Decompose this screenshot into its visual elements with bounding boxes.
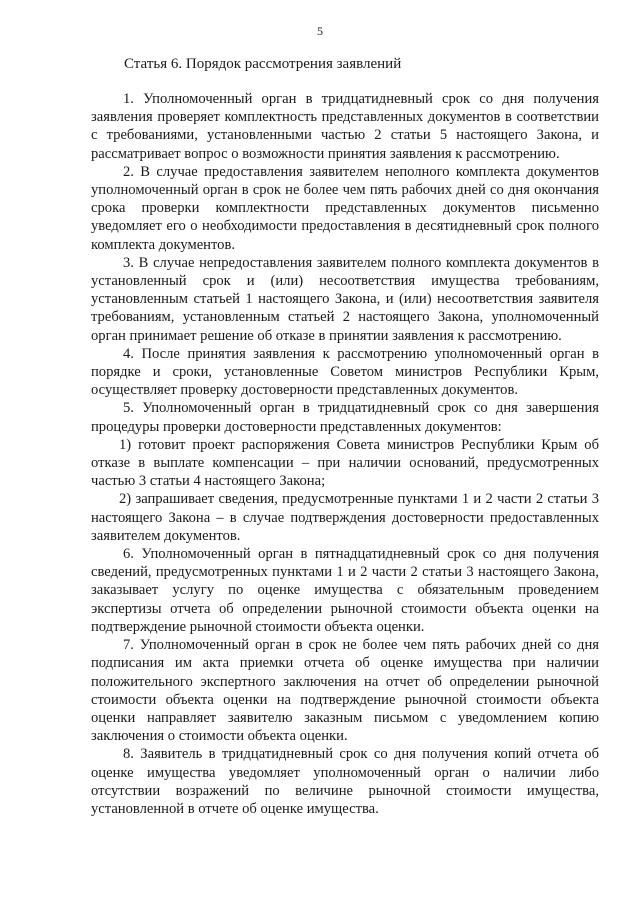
paragraph-6: 6. Уполномоченный орган в пятнадцатидневный срок со дня получения сведений, предусмотренных пунктами 1 и 2 части 2 статьи 3 настоящего Закона, заказывает услугу по оценке имущества с обязательным проведением экспертизы отчета об определении рыночной стоимости объекта оценки на подтверждение рыночной стоимости объекта оценки. — [91, 546, 599, 635]
paragraph-5-item-1: 1) готовит проект распоряжения Совета министров Республики Крым об отказе в выплате компенсации – при наличии оснований, предусмотренных частью 3 статьи 4 настоящего Закона; — [91, 436, 599, 490]
paragraph-3: 3. В случае непредоставления заявителем полного комплекта документов в установленный срок и (или) несоответствия имущества требованиям, установленным статьей 1 настоящего Закона, и (или) несоответствия заявителя требованиям, установленным статьей 2 настоящего Закона, уполномоченный орган принимает решение об отказе в принятии заявления к рассмотрению. — [91, 254, 599, 344]
article-body — [91, 90, 599, 818]
paragraph-2: 2. В случае предоставления заявителем неполного комплекта документов уполномоченный орган в срок не более чем пять рабочих дней со дня окончания срока проверки комплектности представленных документов письменно уведомляет его о необходимости предоставления в десятидневный срок полного комплекта документов. — [91, 163, 599, 253]
page-number: 5 — [317, 24, 323, 38]
paragraph-5: 5. Уполномоченный орган в тридцатидневный срок со дня завершения процедуры проверки достоверности представленных документов: — [91, 400, 599, 435]
article-title: Статья 6. Порядок рассмотрения заявлений — [124, 56, 402, 72]
paragraph-5-item-2: 2) запрашивает сведения, предусмотренные пунктами 1 и 2 части 2 статьи 3 настоящего Закона – в случае подтверждения достоверности предоставленных заявителем документов. — [91, 491, 599, 544]
paragraph-4: 4. После принятия заявления к рассмотрению уполномоченный орган в порядке и сроки, установленные Советом министров Республики Крым, осуществляет проверку достоверности представленных документов. — [91, 345, 599, 399]
paragraph-7: 7. Уполномоченный орган в срок не более чем пять рабочих дней со дня подписания им акта приемки отчета об оценке имущества при наличии положительного экспертного заключения на отчет об определении рыночной стоимости объекта оценки на подтверждение рыночной стоимости объекта оценки направляет заявителю заказным письмом с уведомлением копию заключения о стоимости объекта оценки. — [91, 637, 599, 745]
paragraph-8: 8. Заявитель в тридцатидневный срок со дня получения копий отчета об оценке имущества уведомляет уполномоченный орган о наличии либо отсутствии возражений по величине рыночной стоимости имущества, установленной в отчете об оценке имущества. — [91, 746, 599, 817]
paragraph-1: 1. Уполномоченный орган в тридцатидневный срок со дня получения заявления проверяет комплектность представленных документов в соответствии с требованиями, установленными частью 2 статьи 5 настоящего Закона, и рассматривает вопрос о возможности принятия заявления к рассмотрению. — [91, 91, 599, 162]
